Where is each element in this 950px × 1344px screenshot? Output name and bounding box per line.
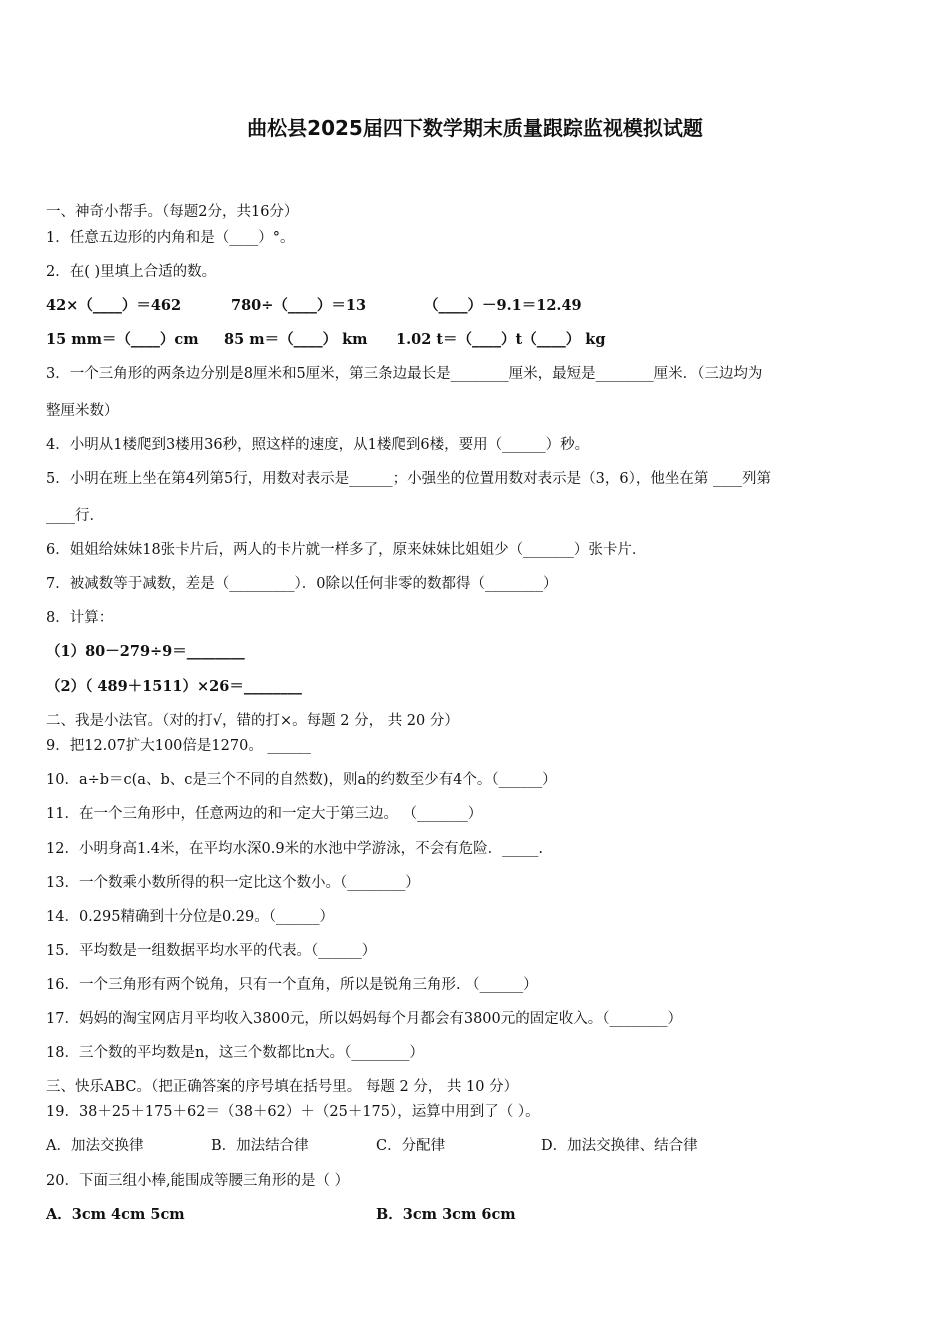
blank-expression: 42×（____）＝462 [46,297,182,314]
question-8-part-1: （1）80－279÷9＝________ [46,643,245,660]
question-6: 6．姐姐给妹妹18张卡片后，两人的卡片就一样多了，原来妹妹比姐姐少（_______）张卡片． [46,542,647,558]
question-1: 1．任意五边形的内角和是（____）°。 [46,230,295,246]
section-header-1: 一、神奇小帮手。（每题2分，共16分） [46,204,299,220]
question-18: 18．三个数的平均数是n，这三个数都比n大。（________） [46,1045,424,1061]
question-17: 17．妈妈的淘宝网店月平均收入3800元，所以妈妈每个月都会有3800元的固定收入。（________） [46,1011,683,1027]
question-7: 7．被减数等于减数，差是（_________）．0除以任何非零的数都得（________） [46,576,558,592]
question-8-part-2: （2）（ 489＋1511）×26＝________ [46,678,302,695]
option-b: B．3cm 3cm 6cm [376,1206,516,1223]
blank-expression: （____）－9.1＝12.49 [424,297,582,314]
section-header-2: 二、我是小法官。（对的打√，错的打×。每题 2 分， 共 20 分） [46,713,459,729]
option-c: C．分配律 [376,1138,446,1154]
blank-expression: 1.02 t＝（____）t（____） kg [396,331,606,348]
question-16: 16．一个三角形有两个锐角，只有一个直角，所以是锐角三角形. （______） [46,977,538,993]
question-8: 8．计算： [46,610,114,626]
section-header-3: 三、快乐ABC。（把正确答案的序号填在括号里。 每题 2 分， 共 10 分） [46,1079,519,1095]
page-title: 曲松县2025届四下数学期末质量跟踪监视模拟试题 [247,116,703,140]
question-5-continued: ____行． [46,508,104,524]
option-d: D．加法交换律、结合律 [541,1138,698,1154]
option-a: A．3cm 4cm 5cm [46,1206,185,1223]
option-a: A．加法交换律 [46,1138,144,1154]
question-13: 13．一个数乘小数所得的积一定比这个数小。（________） [46,875,420,891]
question-4: 4．小明从1楼爬到3楼用36秒，照这样的速度，从1楼爬到6楼，要用（______）秒。 [46,437,590,453]
question-3: 3．一个三角形的两条边分别是8厘米和5厘米，第三条边最长是________厘米，最短是________厘米．（三边均为 [46,366,763,382]
question-3-continued: 整厘米数） [46,403,119,419]
blank-expression: 780÷（____）＝13 [231,297,367,314]
question-14: 14．0.295精确到十分位是0.29。（______） [46,909,334,925]
question-9: 9．把12.07扩大100倍是1270。 ______ [46,738,311,754]
blank-expression: 15 mm＝（____）cm [46,331,199,348]
option-b: B．加法结合律 [211,1138,309,1154]
question-20: 20．下面三组小棒,能围成等腰三角形的是（ ） [46,1173,350,1189]
blank-expression: 85 m＝（____） km [224,331,368,348]
question-19: 19．38＋25＋175＋62＝（38＋62）＋（25＋175），运算中用到了（ ）。 [46,1104,540,1120]
question-10: 10．a÷b＝c(a、b、c是三个不同的自然数)，则a的约数至少有4个。（______） [46,772,557,788]
question-2: 2．在( )里填上合适的数。 [46,264,217,280]
question-15: 15．平均数是一组数据平均水平的代表。（______） [46,943,377,959]
question-11: 11．在一个三角形中，任意两边的和一定大于第三边。 （_______） [46,806,483,822]
question-5: 5．小明在班上坐在第4列第5行，用数对表示是______；小强坐的位置用数对表示是（3，6），他坐在第 ____列第 [46,471,771,487]
question-12: 12．小明身高1.4米，在平均水深0.9米的水池中学游泳，不会有危险．_____. [46,841,543,857]
